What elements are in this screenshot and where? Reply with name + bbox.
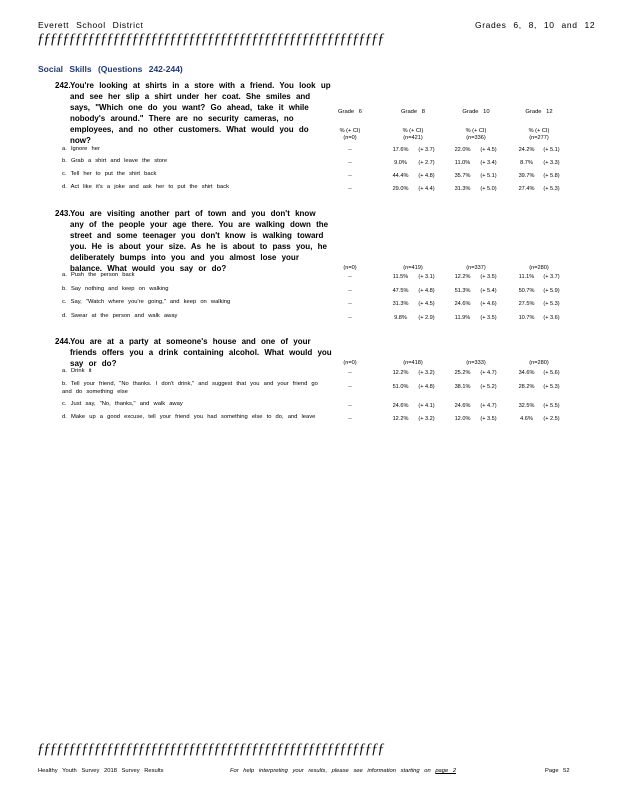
ci-g8: (+ 4.8)	[418, 384, 435, 390]
ci-g8: (+ 4.1)	[418, 403, 435, 409]
ci-g10: (+ 3.5)	[480, 315, 497, 321]
ci-g8: (+ 4.8)	[418, 173, 435, 179]
option-label: d. Swear at the person and walk away	[62, 313, 178, 319]
ci-g8: (+ 2.9)	[418, 315, 435, 321]
question-text: You are at a party at someone's house and one of your friends offers you a drink containing alcohol. What would you say or do?	[70, 337, 332, 368]
stat-header: % (+ CI)	[528, 128, 550, 134]
question-text: You're looking at shirts in a store with a friend. You look up and see her slip a shirt under her coat. She smiles and says, "Which one do you want? Go ahead, take it while nobody's around." There are no security cameras, no employees, and no other customers. What would you do now?	[70, 81, 331, 145]
ci-g12: (+ 5.3)	[543, 301, 560, 307]
value-g8: 47.5%	[392, 288, 409, 294]
ci-g8: (+ 3.7)	[418, 147, 435, 153]
header-rule: ƒƒƒƒƒƒƒƒƒƒƒƒƒƒƒƒƒƒƒƒƒƒƒƒƒƒƒƒƒƒƒƒƒƒƒƒƒƒƒƒƒƒƒƒƒƒƒƒƒƒƒƒƒƒƒ	[37, 31, 384, 47]
value-g12: 34.6%	[518, 370, 535, 376]
value-g8: 9.8%	[394, 315, 407, 321]
value-g8: 44.4%	[392, 173, 409, 179]
value-g12: 27.5%	[518, 301, 535, 307]
footer-help-prefix: For help interpreting your results, please see information starting on	[230, 768, 431, 774]
sample-size: (n=280)	[529, 360, 549, 366]
value-g8: 17.6%	[392, 147, 409, 153]
value-g6: --	[348, 186, 352, 192]
option-label: a. Drink it	[62, 368, 92, 374]
value-g10: 12.2%	[454, 274, 471, 280]
value-g6: --	[348, 160, 352, 166]
value-g6: --	[348, 147, 352, 153]
value-g6: --	[348, 173, 352, 179]
value-g6: --	[348, 384, 352, 390]
question-243	[55, 208, 335, 273]
option-label: b. Grab a shirt and leave the store	[62, 158, 168, 164]
value-g10: 51.3%	[454, 288, 471, 294]
value-g12: 27.4%	[518, 186, 535, 192]
option-label: c. Tell her to put the shirt back	[62, 171, 157, 177]
grades-label: Grades 6, 8, 10 and 12	[475, 20, 596, 30]
ci-g10: (+ 5.4)	[480, 288, 497, 294]
option-label: b. Tell your friend, "No thanks. I don't drink," and suggest that you and your friend go and do something else	[62, 381, 318, 395]
option-label: d. Act like it's a joke and ask her to put the shirt back	[62, 184, 230, 190]
value-g10: 35.7%	[454, 173, 471, 179]
value-g8: 24.6%	[392, 403, 409, 409]
ci-g10: (+ 4.5)	[480, 147, 497, 153]
sample-size: (n=336)	[466, 135, 486, 141]
question-242	[55, 80, 335, 146]
value-g10: 24.6%	[454, 403, 471, 409]
value-g8: 9.0%	[394, 160, 407, 166]
value-g6: --	[348, 315, 352, 321]
option-label: b. Say nothing and keep on walking	[62, 286, 169, 292]
value-g12: 24.2%	[518, 147, 535, 153]
district-name: Everett School District	[38, 20, 144, 30]
stat-header: % (+ CI)	[339, 128, 361, 134]
ci-g12: (+ 5.3)	[543, 384, 560, 390]
footer-survey-title: Healthy Youth Survey 2018 Survey Results	[38, 768, 164, 774]
question-number: 242.	[55, 81, 71, 90]
ci-g12: (+ 5.8)	[543, 173, 560, 179]
grade-header-6: Grade 6	[338, 109, 362, 115]
ci-g10: (+ 4.6)	[480, 301, 497, 307]
value-g6: --	[348, 274, 352, 280]
ci-g10: (+ 5.2)	[480, 384, 497, 390]
option-label: a. Ignore her	[62, 146, 100, 152]
ci-g8: (+ 4.5)	[418, 301, 435, 307]
sample-size: (n=337)	[466, 265, 486, 271]
ci-g12: (+ 5.9)	[543, 288, 560, 294]
ci-g8: (+ 3.1)	[418, 274, 435, 280]
ci-g12: (+ 5.3)	[543, 186, 560, 192]
ci-g12: (+ 3.6)	[543, 315, 560, 321]
value-g6: --	[348, 288, 352, 294]
stat-header: % (+ CI)	[465, 128, 487, 134]
sample-size: (n=333)	[466, 360, 486, 366]
sample-size: (n=418)	[403, 360, 423, 366]
value-g10: 31.3%	[454, 186, 471, 192]
value-g10: 25.2%	[454, 370, 471, 376]
sample-size: (n=421)	[403, 135, 423, 141]
value-g10: 22.0%	[454, 147, 471, 153]
question-244	[55, 336, 335, 369]
ci-g10: (+ 5.0)	[480, 186, 497, 192]
value-g8: 12.2%	[392, 416, 409, 422]
ci-g12: (+ 2.5)	[543, 416, 560, 422]
option-label: c. Say, "Watch where you're going," and keep on walking	[62, 299, 231, 305]
value-g12: 28.2%	[518, 384, 535, 390]
option-label: c. Just say, "No, thanks," and walk away	[62, 401, 183, 407]
grade-header-8: Grade 8	[401, 109, 425, 115]
option-label: d. Make up a good excuse, tell your friend you had something else to do, and leave	[62, 414, 316, 420]
ci-g10: (+ 4.7)	[480, 370, 497, 376]
value-g10: 11.9%	[454, 315, 471, 321]
value-g10: 11.0%	[454, 160, 471, 166]
sample-size: (n=277)	[529, 135, 549, 141]
footer-help-text	[230, 768, 456, 774]
value-g6: --	[348, 416, 352, 422]
ci-g8: (+ 3.2)	[418, 416, 435, 422]
value-g12: 50.7%	[518, 288, 535, 294]
ci-g10: (+ 3.4)	[480, 160, 497, 166]
sample-size: (n=280)	[529, 265, 549, 271]
sample-size: (n=419)	[403, 265, 423, 271]
question-text: You are visiting another part of town and you don't know any of the people your age there. You are walking down the street and some teenager you don't know is walking toward you. He is about your size. As he is about to pass you, he deliberately bumps into you and you almost lose your balance. What would you say or do?	[70, 209, 329, 273]
ci-g10: (+ 3.5)	[480, 416, 497, 422]
ci-g12: (+ 3.7)	[543, 274, 560, 280]
ci-g10: (+ 3.5)	[480, 274, 497, 280]
ci-g12: (+ 3.3)	[543, 160, 560, 166]
value-g12: 11.1%	[518, 274, 535, 280]
value-g6: --	[348, 301, 352, 307]
value-g10: 12.0%	[454, 416, 471, 422]
page-2-link[interactable]: page 2	[435, 768, 457, 774]
value-g6: --	[348, 370, 352, 376]
stat-header: % (+ CI)	[402, 128, 424, 134]
value-g6: --	[348, 403, 352, 409]
value-g10: 38.1%	[454, 384, 471, 390]
grade-header-12: Grade 12	[525, 109, 553, 115]
ci-g10: (+ 5.1)	[480, 173, 497, 179]
value-g8: 51.0%	[392, 384, 409, 390]
value-g12: 39.7%	[518, 173, 535, 179]
value-g8: 29.0%	[392, 186, 409, 192]
value-g12: 8.7%	[520, 160, 533, 166]
sample-size: (n=0)	[343, 265, 357, 271]
ci-g12: (+ 5.6)	[543, 370, 560, 376]
ci-g8: (+ 4.8)	[418, 288, 435, 294]
option-label: a. Push the person back	[62, 272, 135, 278]
ci-g8: (+ 4.4)	[418, 186, 435, 192]
ci-g10: (+ 4.7)	[480, 403, 497, 409]
ci-g12: (+ 5.1)	[543, 147, 560, 153]
value-g8: 31.3%	[392, 301, 409, 307]
ci-g8: (+ 2.7)	[418, 160, 435, 166]
value-g8: 12.2%	[392, 370, 409, 376]
ci-g12: (+ 5.5)	[543, 403, 560, 409]
value-g8: 11.5%	[392, 274, 409, 280]
sample-size: (n=0)	[343, 135, 357, 141]
question-number: 243.	[55, 209, 71, 218]
ci-g8: (+ 3.2)	[418, 370, 435, 376]
question-number: 244.	[55, 337, 71, 346]
value-g12: 4.6%	[520, 416, 533, 422]
sample-size: (n=0)	[343, 360, 357, 366]
grade-header-10: Grade 10	[462, 109, 490, 115]
footer-rule: ƒƒƒƒƒƒƒƒƒƒƒƒƒƒƒƒƒƒƒƒƒƒƒƒƒƒƒƒƒƒƒƒƒƒƒƒƒƒƒƒƒƒƒƒƒƒƒƒƒƒƒƒƒƒƒ	[37, 741, 384, 757]
value-g12: 10.7%	[518, 315, 535, 321]
section-title: Social Skills (Questions 242-244)	[38, 64, 183, 74]
value-g12: 32.5%	[518, 403, 535, 409]
page-number: Page 52	[545, 768, 570, 774]
value-g10: 24.6%	[454, 301, 471, 307]
